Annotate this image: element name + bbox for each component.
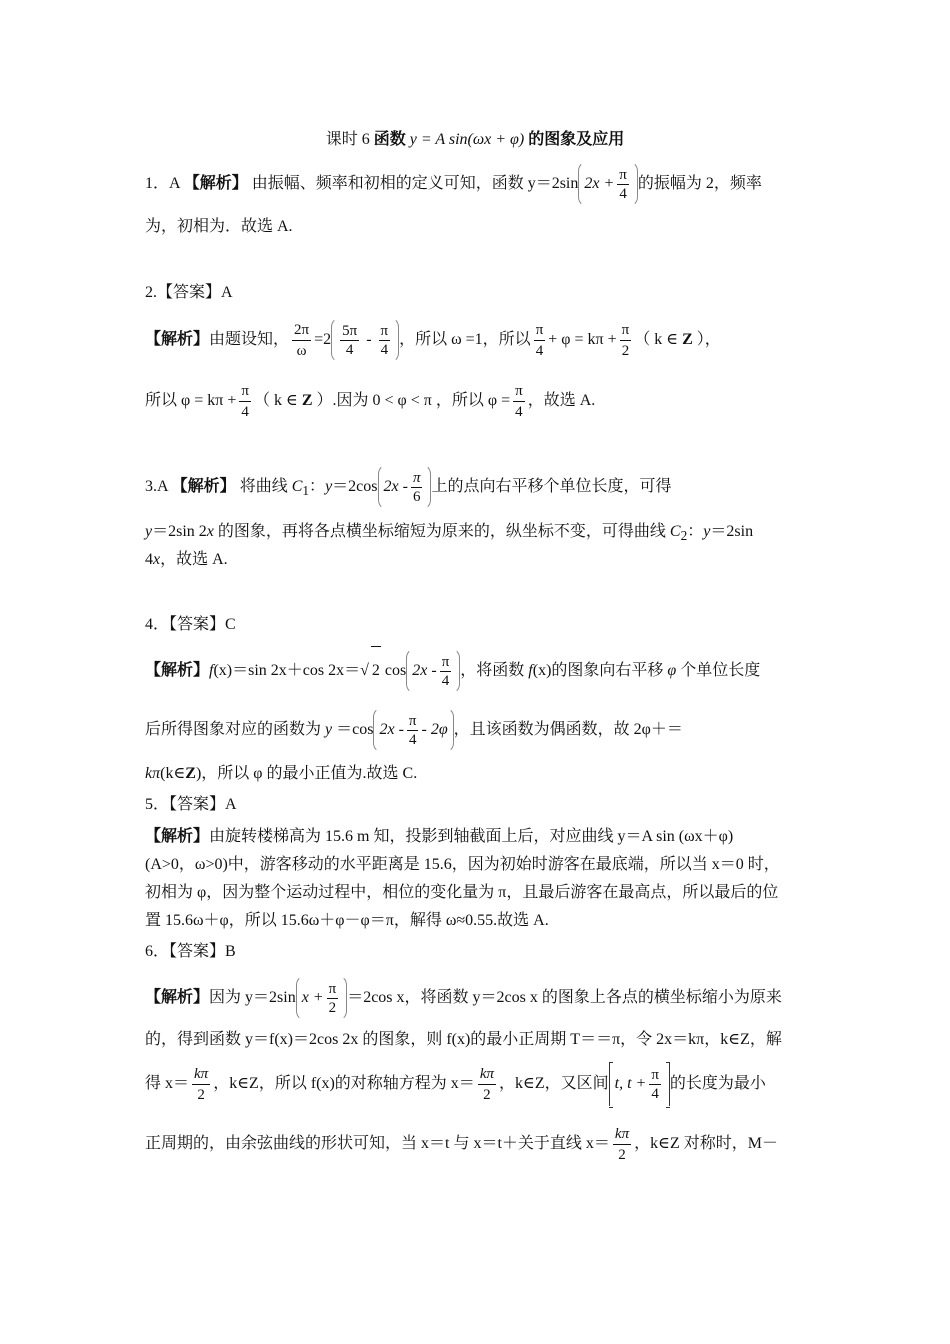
q1-line2: 为，初相为．故选 A. — [145, 218, 293, 235]
q3-line1: 3.A 【解析】 将曲线 $C_1$：y＝2cos 2x - $\frac{\pi}{6}$ 上的点向右平移个单位长度，可得 — [145, 463, 807, 515]
q6-head: 6．【答案】B — [145, 943, 236, 960]
q5-line3: 初相为 φ，因为整个运动过程中，相位的变化量为 π，且最后游客在最高点，所以最后的位 — [145, 884, 779, 901]
q6-line1: 【解析】因为 y＝2sin x + $\frac{\pi}{2}$ ＝2cos x，将函数 y＝2cos x 的图象上各点的横坐标缩小为原来 — [145, 974, 807, 1022]
title-func: 函数 — [373, 131, 406, 148]
q4-line1: 【解析】f(x)＝sin 2x＋cos 2x＝√ 2 cos 2x - $\frac{\pi}{4}$ ，将函数 f(x)的图象向右平移 φ 个单位长度 — [145, 646, 807, 695]
q2-line1: 【解析】由题设知， $\frac{2\pi}{\omega}$ =2 $\frac{5\pi}{4}$ - $\frac{\pi}{4}$ ，所以 ω =1，所以 $\frac{\pi}{4}$ + φ = kπ + $\frac{\pi}{2}$ （ k ∈ Z ）， — [145, 316, 807, 364]
q4-line3: kπ(k∈Z)，所以 φ 的最小正值为.故选 C. — [145, 765, 418, 782]
q5-line1: 【解析】由旋转楼梯高为 15.6 m 知，投影到轴截面上后，对应曲线 y＝A sin (ωx＋φ) — [145, 828, 734, 845]
q5-line4: 置 15.6ω＋φ，所以 15.6ω＋φ－φ＝π，解得 ω≈0.55.故选 A. — [145, 912, 549, 929]
page-title — [0, 126, 950, 149]
q2-line2: 所以 φ = kπ + $\frac{\pi}{4}$ （ k ∈ Z ）.因为 0 < φ < π ，所以 φ = $\frac{\pi}{4}$ ，故选 A. — [145, 382, 596, 420]
q5-head: 5．【答案】A — [145, 796, 237, 813]
q4-line2: 后所得图象对应的函数为 y ＝cos 2x - $\frac{\pi}{4}$ - 2φ ，且该函数为偶函数，故 2φ＋＝ — [145, 706, 807, 754]
q1-paren: 2x + $\frac{\pi}{4}$ — [578, 161, 637, 207]
title-formula: y = A sin(ωx + φ) — [405, 131, 529, 148]
q3-line3: 4x，故选 A. — [145, 551, 228, 568]
q4-head: 4．【答案】C — [145, 616, 236, 633]
q6-line2: 的，得到函数 y＝f(x)＝2cos 2x 的图象，则 f(x)的最小正周期 T＝＝π，令 2x＝kπ，k∈Z，解 — [145, 1031, 782, 1048]
q6-line4: 正周期的，由余弦曲线的形状可知，当 x＝t 与 x＝t＋关于直线 x＝ $\frac{k\pi}{2}$ ，k∈Z 对称时，M－ — [145, 1125, 778, 1163]
q2-head: 2.【答案】A — [145, 284, 233, 301]
q5-line2: (A>0，ω>0)中，游客移动的水平距离是 15.6，因为初始时游客在最底端，所以当 x＝0 时， — [145, 856, 780, 873]
title-prefix: 课时 6 — [325, 131, 374, 148]
q3-line2: y＝2sin 2x 的图象，再将各点横坐标缩短为原来的，纵坐标不变，可得曲线 $C_2$：y＝2sin — [145, 523, 754, 544]
q6-line3: 得 x＝ $\frac{k\pi}{2}$ ，k∈Z，所以 f(x)的对称轴方程为 x＝ $\frac{k\pi}{2}$ ，k∈Z，又区间 t, t + $\frac{\pi}{4}$ 的长度为最小 — [145, 1060, 807, 1108]
title-tail: 的图象及应用 — [528, 131, 625, 148]
q1-tag: 【解析】 — [183, 175, 248, 192]
q1-line1: 1．A 【解析】 由振幅、频率和初相的定义可知，函数 y＝2sin 2x + $\frac{\pi}{4}$ 的振幅为 2，频率 — [145, 160, 807, 208]
